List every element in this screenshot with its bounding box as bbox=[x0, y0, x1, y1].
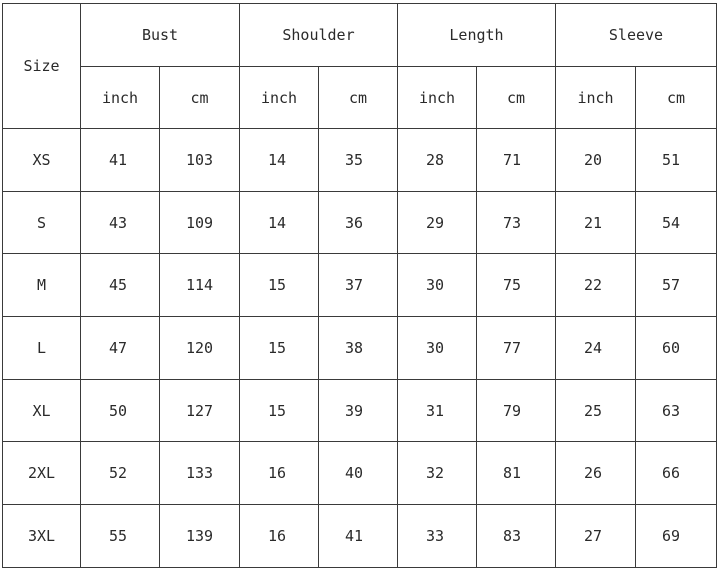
shoulder-inch-cell: 16 bbox=[240, 442, 319, 505]
length-inch-cell: 33 bbox=[398, 505, 477, 568]
table-row bbox=[3, 129, 717, 192]
length-cm-cell: 83 bbox=[477, 505, 556, 568]
bust-inch-cell: 47 bbox=[81, 317, 160, 380]
length-cm-cell: 77 bbox=[477, 317, 556, 380]
length-inch-cell: 31 bbox=[398, 379, 477, 442]
size-cell: M bbox=[3, 254, 81, 317]
sleeve-inch-cell: 20 bbox=[556, 129, 636, 192]
table-row bbox=[3, 442, 717, 505]
shoulder-cm-cell: 39 bbox=[319, 379, 398, 442]
shoulder-cm-cell: 37 bbox=[319, 254, 398, 317]
length-inch-cell: 29 bbox=[398, 191, 477, 254]
bust-inch-cell: 52 bbox=[81, 442, 160, 505]
shoulder-inch-cell: 14 bbox=[240, 129, 319, 192]
shoulder-group-header: Shoulder bbox=[240, 4, 398, 67]
sleeve-cm-cell: 60 bbox=[636, 317, 717, 380]
bust-inch-cell: 50 bbox=[81, 379, 160, 442]
sleeve-cm-cell: 69 bbox=[636, 505, 717, 568]
sleeve-cm-header: cm bbox=[636, 67, 717, 129]
bust-group-header: Bust bbox=[81, 4, 240, 67]
sleeve-cm-cell: 63 bbox=[636, 379, 717, 442]
length-inch-cell: 32 bbox=[398, 442, 477, 505]
length-cm-cell: 81 bbox=[477, 442, 556, 505]
sleeve-inch-cell: 25 bbox=[556, 379, 636, 442]
bust-inch-cell: 43 bbox=[81, 191, 160, 254]
shoulder-inch-cell: 15 bbox=[240, 317, 319, 380]
table-row bbox=[3, 505, 717, 568]
bust-cm-cell: 103 bbox=[160, 129, 240, 192]
sleeve-inch-header: inch bbox=[556, 67, 636, 129]
sleeve-cm-cell: 54 bbox=[636, 191, 717, 254]
bust-cm-cell: 109 bbox=[160, 191, 240, 254]
bust-inch-header: inch bbox=[81, 67, 160, 129]
shoulder-inch-cell: 14 bbox=[240, 191, 319, 254]
shoulder-cm-cell: 35 bbox=[319, 129, 398, 192]
header-row-groups bbox=[3, 4, 717, 67]
bust-cm-cell: 139 bbox=[160, 505, 240, 568]
shoulder-inch-cell: 16 bbox=[240, 505, 319, 568]
length-inch-cell: 28 bbox=[398, 129, 477, 192]
shoulder-cm-cell: 40 bbox=[319, 442, 398, 505]
sleeve-inch-cell: 26 bbox=[556, 442, 636, 505]
size-cell: 2XL bbox=[3, 442, 81, 505]
bust-cm-header: cm bbox=[160, 67, 240, 129]
table-row bbox=[3, 254, 717, 317]
shoulder-cm-cell: 38 bbox=[319, 317, 398, 380]
size-cell: 3XL bbox=[3, 505, 81, 568]
shoulder-cm-cell: 41 bbox=[319, 505, 398, 568]
table-row bbox=[3, 379, 717, 442]
length-cm-cell: 79 bbox=[477, 379, 556, 442]
length-cm-header: cm bbox=[477, 67, 556, 129]
shoulder-cm-cell: 36 bbox=[319, 191, 398, 254]
length-cm-cell: 71 bbox=[477, 129, 556, 192]
bust-cm-cell: 127 bbox=[160, 379, 240, 442]
sleeve-inch-cell: 22 bbox=[556, 254, 636, 317]
sleeve-group-header: Sleeve bbox=[556, 4, 717, 67]
size-column-header: Size bbox=[3, 4, 81, 129]
size-cell: XS bbox=[3, 129, 81, 192]
length-inch-cell: 30 bbox=[398, 317, 477, 380]
bust-inch-cell: 55 bbox=[81, 505, 160, 568]
table-row bbox=[3, 191, 717, 254]
bust-cm-cell: 133 bbox=[160, 442, 240, 505]
table-row bbox=[3, 317, 717, 380]
bust-cm-cell: 120 bbox=[160, 317, 240, 380]
bust-inch-cell: 41 bbox=[81, 129, 160, 192]
size-chart-body bbox=[3, 129, 717, 568]
sleeve-cm-cell: 57 bbox=[636, 254, 717, 317]
length-inch-cell: 30 bbox=[398, 254, 477, 317]
bust-cm-cell: 114 bbox=[160, 254, 240, 317]
length-cm-cell: 73 bbox=[477, 191, 556, 254]
header-row-units bbox=[3, 67, 717, 129]
shoulder-inch-header: inch bbox=[240, 67, 319, 129]
size-cell: S bbox=[3, 191, 81, 254]
length-group-header: Length bbox=[398, 4, 556, 67]
sleeve-inch-cell: 27 bbox=[556, 505, 636, 568]
size-cell: XL bbox=[3, 379, 81, 442]
sleeve-inch-cell: 21 bbox=[556, 191, 636, 254]
length-inch-header: inch bbox=[398, 67, 477, 129]
size-chart-table bbox=[2, 3, 717, 568]
sleeve-inch-cell: 24 bbox=[556, 317, 636, 380]
shoulder-inch-cell: 15 bbox=[240, 254, 319, 317]
size-cell: L bbox=[3, 317, 81, 380]
sleeve-cm-cell: 66 bbox=[636, 442, 717, 505]
shoulder-inch-cell: 15 bbox=[240, 379, 319, 442]
sleeve-cm-cell: 51 bbox=[636, 129, 717, 192]
shoulder-cm-header: cm bbox=[319, 67, 398, 129]
bust-inch-cell: 45 bbox=[81, 254, 160, 317]
length-cm-cell: 75 bbox=[477, 254, 556, 317]
